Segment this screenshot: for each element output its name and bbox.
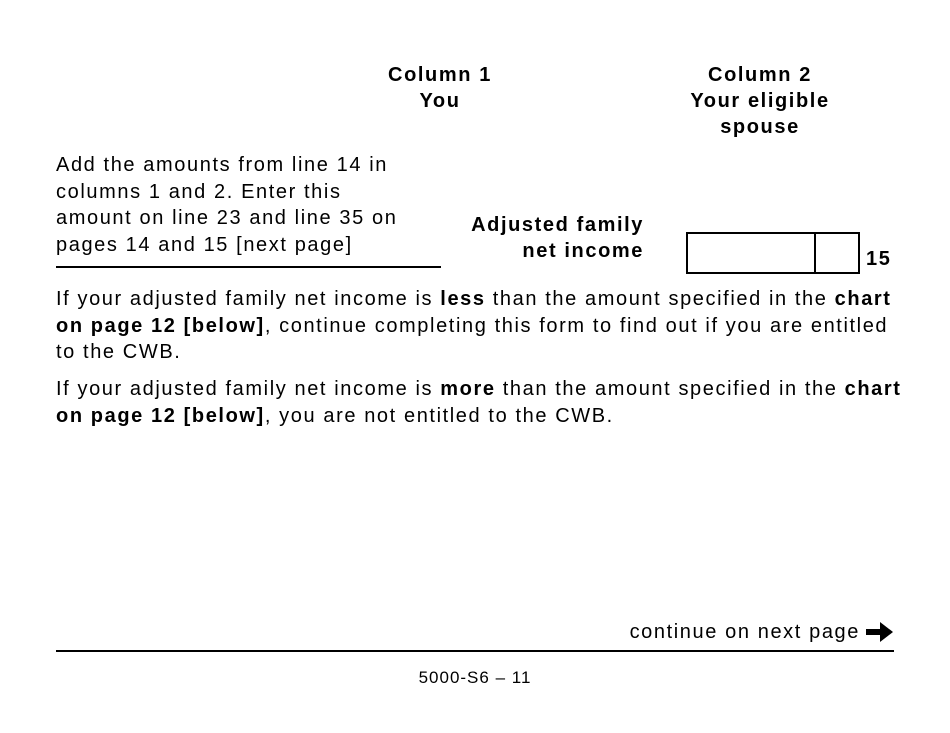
paragraph-text: , continue completing this form to find out if you are entitled to the CWB. — [56, 314, 889, 363]
line-number: 15 — [866, 248, 892, 270]
paragraph-text: , you are not entitled to the CWB. — [264, 404, 614, 427]
right-arrow-icon — [866, 621, 894, 643]
column-1-title: Column 1 — [388, 64, 492, 86]
column-2-header — [660, 62, 860, 140]
instruction-line: amount on line 23 and line 35 on — [56, 207, 398, 229]
column-1-subtitle: You — [419, 90, 461, 112]
adjusted-family-net-income-label — [440, 212, 644, 264]
label-line: Adjusted family — [471, 214, 644, 236]
instruction-divider — [56, 266, 441, 268]
continue-text: continue on next page — [629, 621, 860, 643]
paragraph-text: than the amount specified in the — [485, 288, 835, 310]
column-2-subtitle-line1: Your eligible — [690, 90, 830, 112]
footer-divider — [56, 650, 894, 652]
emphasis-more: more — [440, 378, 496, 400]
chart-reference: chart on page 12 [below] — [56, 288, 892, 337]
instruction-line: Add the amounts from line 14 in — [56, 154, 388, 176]
less-than-paragraph — [56, 286, 906, 366]
paragraph-text: If your adjusted family net income is — [56, 288, 441, 310]
column-1-header — [360, 62, 520, 114]
emphasis-less: less — [440, 288, 486, 310]
page-number: 5000-S6 – 11 — [418, 668, 532, 687]
adjusted-family-net-income-field[interactable] — [686, 232, 860, 274]
paragraph-text: If your adjusted family net income is — [56, 378, 441, 400]
amount-cents-input[interactable] — [816, 234, 858, 272]
column-2-subtitle-line2: spouse — [720, 116, 800, 138]
label-line: net income — [522, 240, 644, 262]
column-2-title: Column 2 — [708, 64, 812, 86]
chart-reference: chart on page 12 [below] — [56, 378, 902, 427]
paragraph-text: than the amount specified in the — [495, 378, 845, 400]
more-than-paragraph — [56, 376, 906, 429]
line-15-instruction — [56, 152, 446, 258]
instruction-line: pages 14 and 15 [next page] — [56, 233, 353, 256]
amount-dollars-input[interactable] — [688, 234, 816, 272]
instruction-line: columns 1 and 2. Enter this — [56, 180, 342, 203]
continue-on-next-page — [630, 620, 894, 644]
